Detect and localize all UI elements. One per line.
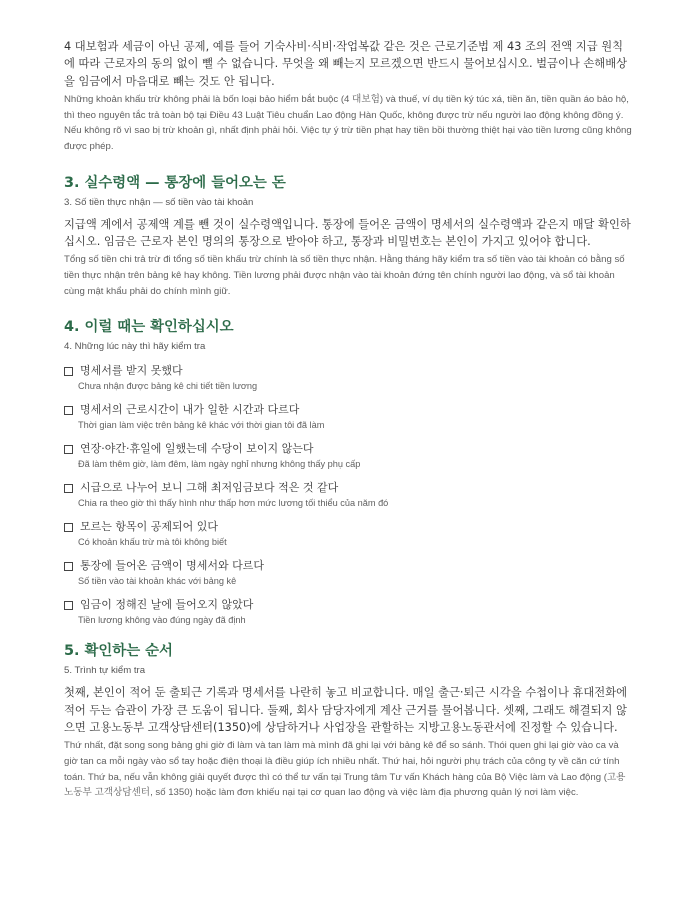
checklist-item-korean: 연장·야간·휴일에 일했는데 수당이 보이지 않는다	[80, 442, 314, 456]
checklist-item-korean: 명세서의 근로시간이 내가 일한 시간과 다르다	[80, 403, 300, 417]
section-5-korean-paragraph: 첫째, 본인이 적어 둔 출퇴근 기록과 명세서를 나란히 놓고 비교합니다. 매일 출근·퇴근 시각을 수첩이나 휴대전화에 적어 두는 습관이 가장 큰 도움이 됩니다. 둘째, 회사 담당자에게 계산 근거를 물어봅니다. 셋째, 그래도 해결되지 않으면 고용노동부 고객상담센터(1350)에 상담하거나 사업장을 관할하는 지방고용노동관서에 진정할 수 있습니다.	[64, 686, 628, 734]
checklist-item-korean: 명세서를 받지 못했다	[80, 364, 183, 378]
section-3-subtitle: 3. Số tiền thực nhận — số tiền vào tài khoản	[64, 196, 254, 208]
checklist-item-vietnamese: Có khoản khấu trừ mà tôi không biết	[78, 537, 227, 548]
checklist-item-vietnamese: Chưa nhận được bảng kê chi tiết tiền lương	[78, 381, 258, 392]
checklist-item	[64, 480, 632, 510]
checkbox-icon	[64, 484, 73, 493]
checkbox-icon	[64, 367, 73, 376]
section-3-title: 3. 실수령액 — 통장에 들어오는 돈	[64, 174, 286, 191]
checklist-item	[64, 597, 632, 627]
checkbox-icon	[64, 523, 73, 532]
checklist-item	[64, 363, 632, 393]
intro-korean-paragraph: 4 대보험과 세금이 아닌 공제, 예를 들어 기숙사비·식비·작업복값 같은 것은 근로기준법 제 43 조의 전액 지급 원칙에 따라 근로자의 동의 없이 뺄 수 없습니다. 무엇을 왜 빼는지 모르겠으면 반드시 물어보십시오. 벌금이나 손해배상을 임금에서 마음대로 빼는 것도 안 됩니다.	[64, 40, 628, 88]
checklist-item	[64, 402, 632, 432]
checklist-item-vietnamese: Số tiền vào tài khoản khác với bảng kê	[78, 576, 237, 587]
checkbox-icon	[64, 445, 73, 454]
checklist-item	[64, 441, 632, 471]
checkbox-icon	[64, 601, 73, 610]
checklist-item-korean: 통장에 들어온 금액이 명세서와 다르다	[80, 559, 265, 573]
checklist-item-vietnamese: Thời gian làm việc trên bảng kê khác với thời gian tôi đã làm	[78, 420, 325, 431]
checklist-item-vietnamese: Chia ra theo giờ thì thấy hình như thấp hơn mức lương tối thiểu của năm đó	[78, 498, 389, 509]
section-5-title: 5. 확인하는 순서	[64, 643, 173, 660]
section-5-subtitle: 5. Trình tự kiểm tra	[64, 665, 146, 677]
checklist-item-vietnamese: Đã làm thêm giờ, làm đêm, làm ngày nghỉ nhưng không thấy phụ cấp	[78, 459, 361, 470]
section-4-title: 4. 이럴 때는 확인하십시오	[64, 319, 234, 336]
section-3-vietnamese-paragraph: Tổng số tiền chi trả trừ đi tổng số tiền khấu trừ chính là số tiền thực nhận. Hằng tháng hãy kiểm tra số tiền vào tài khoản có bằng số tiền thực nhận trên bảng kê hay không. Tiền lương phải được nhận vào tài khoản đứng tên chính người lao động, và sổ tài khoản cùng mật khẩu phải do chính mình giữ.	[64, 254, 625, 297]
section-3-korean-paragraph: 지급액 계에서 공제액 계를 뺀 것이 실수령액입니다. 통장에 들어온 금액이 명세서의 실수령액과 같은지 매달 확인하십시오. 임금은 근로자 본인 명의의 통장으로 받아야 하고, 통장과 비밀번호는 본인이 가지고 있어야 합니다.	[64, 217, 631, 248]
checklist-item-korean: 시급으로 나누어 보니 그해 최저임금보다 적은 것 같다	[80, 481, 339, 495]
checklist-item	[64, 519, 632, 549]
checklist-item-korean: 모르는 항목이 공제되어 있다	[80, 520, 219, 534]
document-page	[64, 38, 632, 801]
checklist-item	[64, 558, 632, 588]
section-5-vietnamese-paragraph: Thứ nhất, đặt song song bảng ghi giờ đi làm và tan làm mà mình đã ghi lại với bảng kê để so sánh. Thói quen ghi lại giờ vào ca và giờ tan ca mỗi ngày vào sổ tay hoặc điện thoại là điều giúp ích nhiều nhất. Thứ hai, hỏi người phụ trách của công ty về căn cứ tính toán. Thứ ba, nếu vẫn không giải quyết được thì có thể tư vấn tại Trung tâm Tư vấn Khách hàng của Bộ Việc làm và Lao động (고용노동부 고객상담센터, số 1350) hoặc làm đơn khiếu nại tại cơ quan lao động và việc làm địa phương quản lý nơi làm việc.	[64, 740, 626, 799]
section-4-subtitle: 4. Những lúc này thì hãy kiểm tra	[64, 341, 206, 353]
checklist-item-korean: 임금이 정해진 날에 들어오지 않았다	[80, 598, 254, 612]
intro-vietnamese-paragraph: Những khoản khấu trừ không phải là bốn loại bảo hiểm bắt buộc (4 대보험) và thuế, ví dụ tiền ký túc xá, tiền ăn, tiền quần áo bảo hộ, thì theo nguyên tắc trả toàn bộ tại Điều 43 Luật Tiêu chuẩn Lao động Hàn Quốc, không được trừ nếu người lao động không đồng ý. Nếu không rõ vì sao bị trừ khoản gì, nhất định phải hỏi. Việc tự ý trừ tiền phạt hay tiền bồi thường thiệt hại vào tiền lương cũng không được phép.	[64, 94, 632, 152]
checklist	[64, 363, 632, 627]
checkbox-icon	[64, 406, 73, 415]
checkbox-icon	[64, 562, 73, 571]
checklist-item-vietnamese: Tiền lương không vào đúng ngày đã định	[78, 615, 246, 626]
